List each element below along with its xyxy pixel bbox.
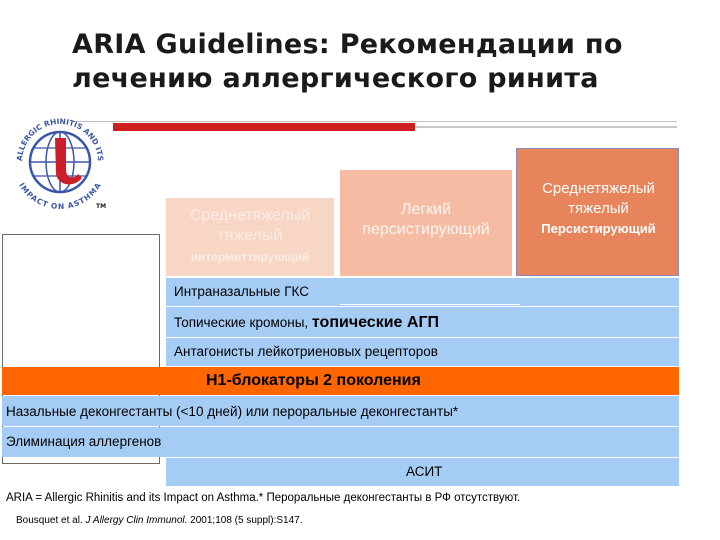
severity-intermittent-sublabel: интермиттирующий [190, 250, 310, 264]
logo-tm: TM [96, 203, 107, 210]
severity-intermittent-label: Среднетяжелый тяжелый [189, 207, 311, 244]
title-divider [72, 121, 677, 122]
treatment-cromones-text: Топические кромоны, [174, 315, 312, 330]
severity-intermittent [166, 198, 334, 276]
treatment-asit [166, 458, 679, 486]
accent-bar [113, 123, 415, 131]
treatment-leukotriene-antagonists [166, 338, 679, 366]
footnote-citation [16, 515, 716, 526]
gks-divider [340, 304, 520, 305]
logo-text-bottom: IMPACT ON ASTHMA [17, 181, 103, 212]
citation-authors: Bousquet et al. [16, 515, 86, 526]
citation-journal: J Allergy Clin Immunol. [85, 515, 188, 526]
severity-severe-persistent [516, 148, 679, 276]
treatment-allergen-elimination-label: Элиминация аллергенов [6, 434, 162, 449]
treatment-intranasal-gks-label: Интраназальные ГКС [174, 284, 309, 299]
severity-mild-persistent [340, 170, 512, 276]
treatment-cromones [166, 307, 679, 337]
treatment-decongestants [2, 396, 679, 426]
title-line-2: лечению аллергического ринита [72, 63, 599, 94]
page-title [72, 28, 712, 96]
citation-details: 2001;108 (5 suppl):S147. [187, 515, 303, 526]
severity-severe-persistent-label: Среднетяжелый тяжелый [542, 180, 655, 217]
footnote-definition: ARIA = Allergic Rhinitis and its Impact on Asthma.* Пероральные деконгестанты в РФ отсутствуют. [6, 492, 521, 504]
treatment-decongestants-label: Назальные деконгестанты (<10 дней) или пероральные деконгестанты* [6, 404, 459, 419]
accent-bar-tail [415, 126, 677, 128]
treatment-asit-label: АСИТ [406, 464, 443, 479]
treatment-leukotriene-antagonists-label: Антагонисты лейкотриеновых рецепторов [174, 344, 438, 359]
severity-mild-persistent-label: Легкий персистирующий [362, 201, 490, 238]
treatment-topical-agp-text: топические АГП [311, 314, 440, 331]
logo-text-top: ALLERGIC RHINITIS AND ITS [14, 116, 106, 162]
treatment-intranasal-gks [166, 278, 679, 306]
aria-logo [8, 108, 112, 212]
treatment-h1-blockers [2, 367, 679, 395]
treatment-h1-blockers-label: H1-блокаторы 2 поколения [206, 372, 421, 389]
aria-globe-logo-icon [8, 108, 112, 212]
severity-severe-persistent-sublabel: Персистирующий [541, 221, 656, 236]
treatment-cromones-label [174, 314, 439, 332]
treatment-allergen-elimination [2, 427, 679, 457]
title-line-1: ARIA Guidelines: Рекомендации по [72, 29, 623, 60]
